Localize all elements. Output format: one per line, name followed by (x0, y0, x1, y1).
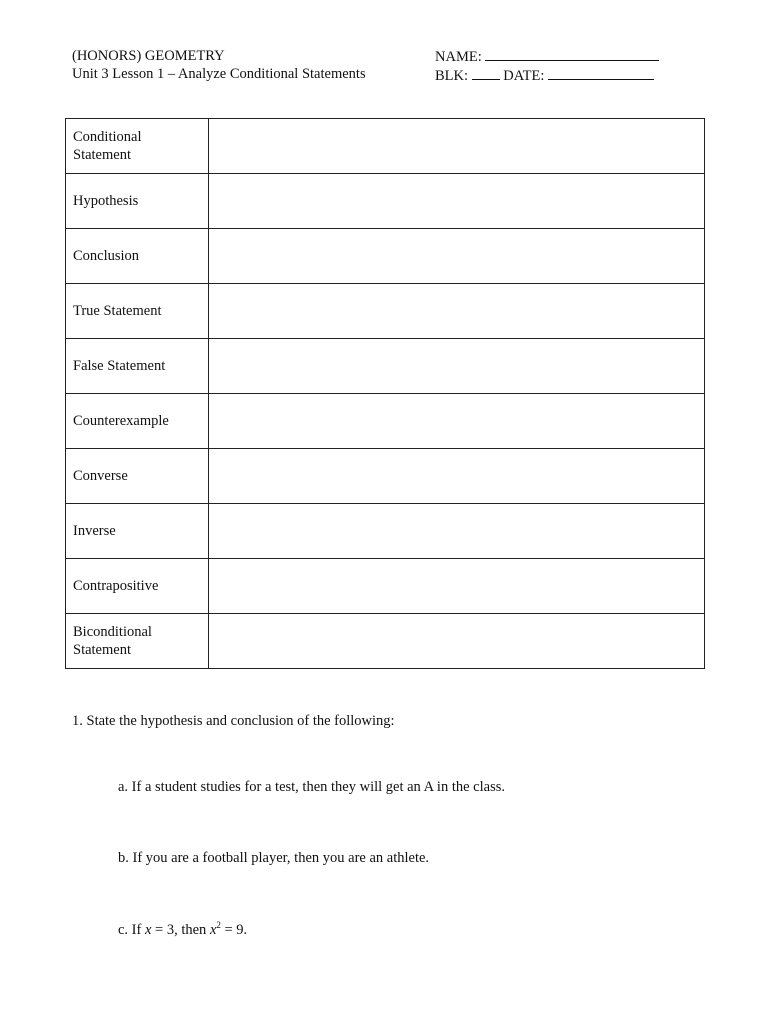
date-blank[interactable] (548, 66, 654, 80)
table-row (66, 284, 705, 339)
table-row (66, 559, 705, 614)
table-row (66, 614, 705, 669)
table-row (66, 119, 705, 174)
definition-cell[interactable] (209, 504, 705, 559)
term-label (66, 284, 209, 339)
question-1b: b. If you are a football player, then you are an athlete. (118, 850, 430, 866)
student-info-block (435, 47, 659, 85)
term-label-line: Statement (73, 147, 131, 163)
term-label (66, 559, 209, 614)
name-line (435, 47, 659, 66)
term-label-line: Hypothesis (73, 193, 139, 209)
definition-cell[interactable] (209, 229, 705, 284)
question-1c (118, 922, 247, 939)
table-row (66, 504, 705, 559)
term-label (66, 174, 209, 229)
term-label (66, 339, 209, 394)
vocabulary-table (65, 118, 705, 669)
table-row (66, 449, 705, 504)
definition-cell[interactable] (209, 614, 705, 669)
term-label-line: Counterexample (73, 413, 169, 429)
question-1c-prefix: c. If (118, 922, 145, 938)
term-label-line: True Statement (73, 303, 162, 319)
date-label: DATE: (503, 68, 545, 84)
variable-x-squared: x (209, 922, 217, 938)
term-label (66, 614, 209, 669)
definition-cell[interactable] (209, 284, 705, 339)
worksheet-title-block (72, 47, 366, 83)
blk-label: BLK: (435, 68, 469, 84)
term-label-line: Contrapositive (73, 578, 159, 594)
question-1a: a. If a student studies for a test, then they will get an A in the class. (118, 779, 505, 795)
term-label (66, 449, 209, 504)
term-label-line: Converse (73, 468, 128, 484)
question-1c-suffix: = 9. (220, 922, 248, 938)
term-label-line: Conclusion (73, 248, 140, 264)
table-row (66, 339, 705, 394)
table-row (66, 394, 705, 449)
table-row (66, 229, 705, 284)
table-row (66, 174, 705, 229)
question-1: 1. State the hypothesis and conclusion of the following: (72, 713, 395, 729)
term-label (66, 119, 209, 174)
definition-cell[interactable] (209, 449, 705, 504)
definition-cell[interactable] (209, 174, 705, 229)
blk-date-line (435, 66, 659, 85)
blk-blank[interactable] (472, 66, 500, 80)
name-blank[interactable] (485, 47, 659, 61)
exponent: 2 (216, 920, 221, 930)
term-label-line: Conditional (73, 129, 142, 145)
definition-cell[interactable] (209, 559, 705, 614)
question-1c-mid: = 3, then (151, 922, 210, 938)
definition-cell[interactable] (209, 339, 705, 394)
term-label (66, 504, 209, 559)
term-label-line: Statement (73, 642, 131, 658)
name-label: NAME: (435, 49, 482, 65)
term-label (66, 394, 209, 449)
variable-x: x (144, 922, 152, 938)
term-label-line: Biconditional (73, 624, 152, 640)
term-label (66, 229, 209, 284)
term-label-line: Inverse (73, 523, 116, 539)
lesson-title: Unit 3 Lesson 1 – Analyze Conditional Statements (72, 66, 366, 82)
term-label-line: False Statement (73, 358, 166, 374)
definition-cell[interactable] (209, 394, 705, 449)
course-title: (HONORS) GEOMETRY (72, 48, 225, 64)
definition-cell[interactable] (209, 119, 705, 174)
